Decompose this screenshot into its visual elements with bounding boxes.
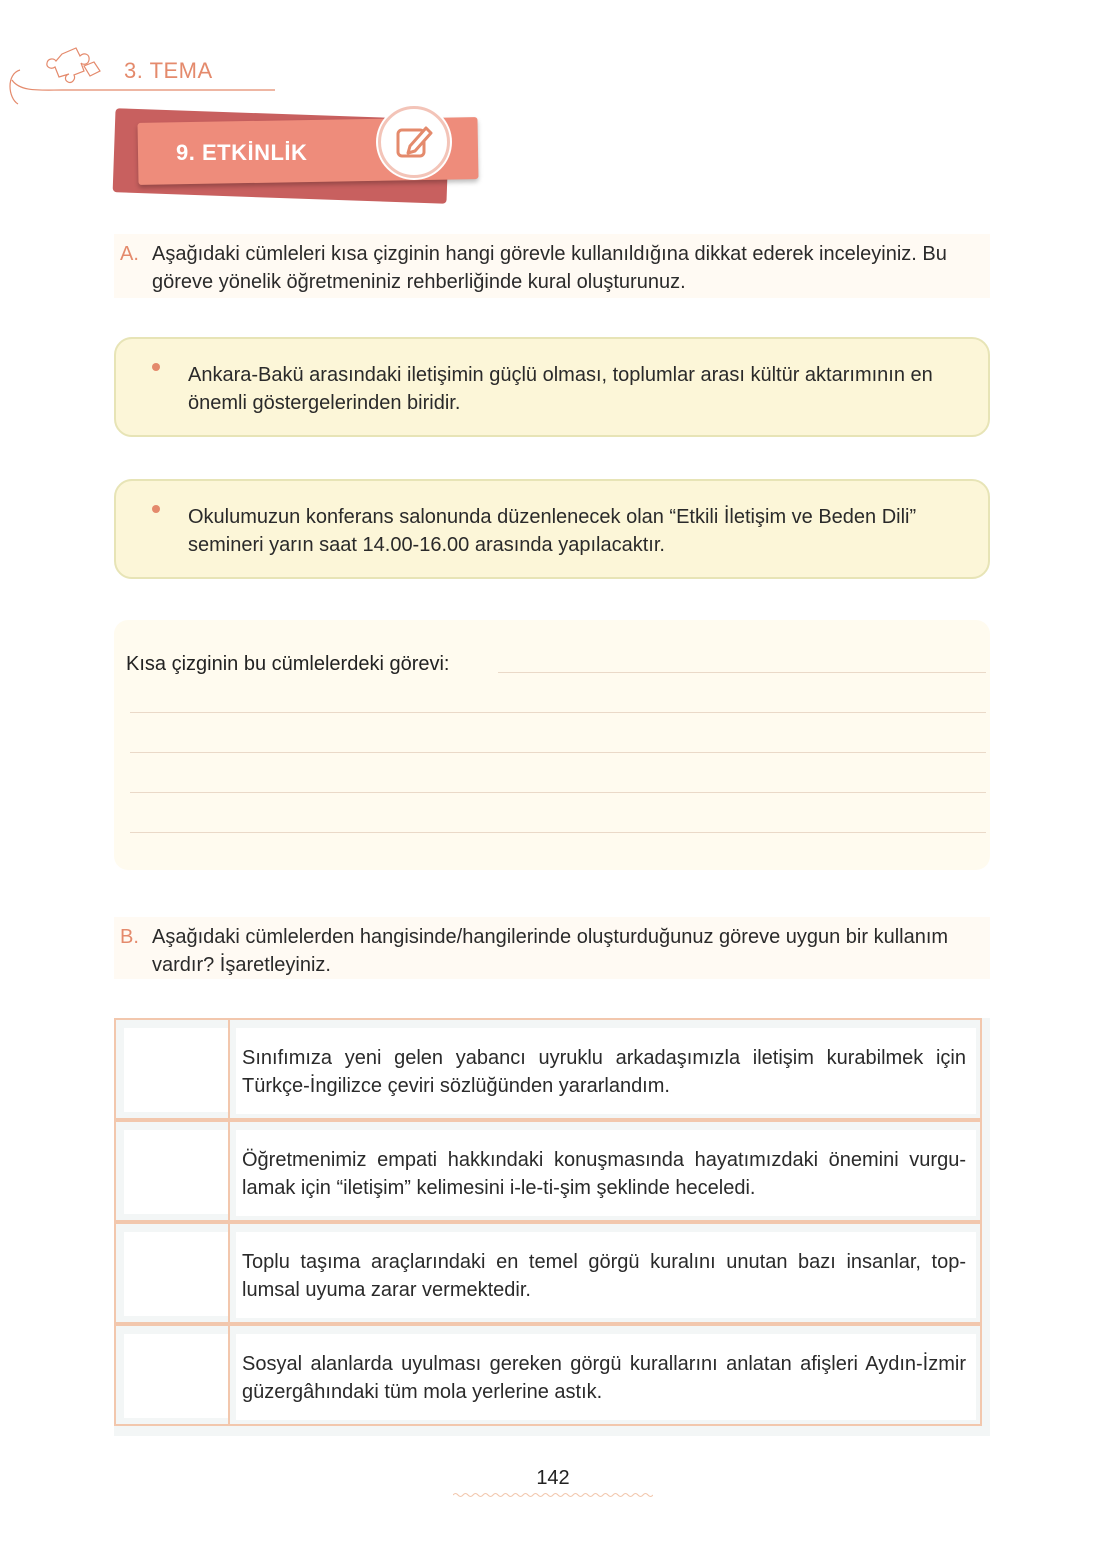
answer-line[interactable] [130, 712, 986, 713]
page-decoration [453, 1492, 653, 1498]
row-2-line1: Öğretmenimiz empati hakkındaki konuşmasında hayatımızdaki önemini vurgu- [242, 1149, 966, 1171]
sentence-cell [236, 1334, 976, 1420]
instruction-a-line2: göreve yönelik öğretmeniniz rehberliğinde kural oluşturunuz. [152, 271, 686, 293]
bullet-icon [152, 505, 160, 513]
check-box[interactable] [124, 1334, 228, 1418]
answer-line[interactable] [130, 752, 986, 753]
row-4-line1: Sosyal alanlarda uyulması gereken görgü kurallarını anlatan afişleri Aydın-İzmir [242, 1353, 966, 1375]
table-row [114, 1222, 982, 1324]
answer-label: Kısa çizginin bu cümlelerdeki görevi: [126, 653, 450, 675]
check-box[interactable] [124, 1130, 228, 1214]
check-box[interactable] [124, 1232, 228, 1316]
section-letter-b: B. [120, 926, 139, 948]
instruction-b-line2: vardır? İşaretleyiniz. [152, 954, 331, 976]
example-sentence-2 [114, 479, 990, 579]
row-1-line1: Sınıfımıza yeni gelen yabancı uyruklu arkadaşımızla iletişim kurabilmek için [242, 1047, 966, 1069]
answer-line[interactable] [498, 672, 986, 673]
page-number: 142 [536, 1467, 570, 1489]
table-row [114, 1018, 982, 1120]
section-letter-a: A. [120, 243, 139, 265]
sentence-2-line1: Okulumuzun konferans salonunda düzenlenecek olan “Etkili İletişim ve Beden Dili” [188, 506, 917, 528]
answer-area[interactable] [114, 620, 990, 870]
sentence-cell [236, 1028, 976, 1114]
row-1-line2: Türkçe-İngilizce çeviri sözlüğünden yararlandım. [242, 1075, 670, 1097]
answer-line[interactable] [130, 832, 986, 833]
row-2-line2: lamak için “iletişim” kelimesini i-le-ti-şim şeklinde heceledi. [242, 1177, 756, 1199]
answer-line[interactable] [130, 792, 986, 793]
theme-label: 3. TEMA [124, 58, 213, 83]
row-3-line2: lumsal uyuma zarar vermektedir. [242, 1279, 531, 1301]
edit-note-icon [378, 106, 450, 178]
row-3-line1: Toplu taşıma araçlarındaki en temel görgü kuralını unutan bazı insanlar, top- [242, 1251, 966, 1273]
sentence-1-line1: Ankara-Bakü arasındaki iletişimin güçlü olması, toplumlar arası kültür aktarımının en [188, 364, 933, 386]
instruction-b [114, 917, 990, 979]
instruction-a-line1: Aşağıdaki cümleleri kısa çizginin hangi görevle kullanıldığına dikkat ederek inceleyiniz. Bu [152, 243, 947, 265]
instruction-a [114, 234, 990, 298]
example-sentence-1 [114, 337, 990, 437]
sentence-cell [236, 1232, 976, 1318]
sentence-2-line2: semineri yarın saat 14.00-16.00 arasında yapılacaktır. [188, 534, 665, 556]
table-row [114, 1324, 982, 1426]
row-4-line2: güzergâhındaki tüm mola yerlerine astık. [242, 1381, 603, 1403]
bullet-icon [152, 363, 160, 371]
table-row [114, 1120, 982, 1222]
sentence-1-line2: önemli göstergelerinden biridir. [188, 392, 461, 414]
instruction-b-line1: Aşağıdaki cümlelerden hangisinde/hangilerinde oluşturduğunuz göreve uygun bir kullanım [152, 926, 949, 948]
activity-title: 9. ETKİNLİK [176, 140, 308, 165]
theme-header [0, 40, 300, 110]
sentence-cell [236, 1130, 976, 1216]
check-box[interactable] [124, 1028, 228, 1112]
marking-table [114, 1018, 990, 1436]
